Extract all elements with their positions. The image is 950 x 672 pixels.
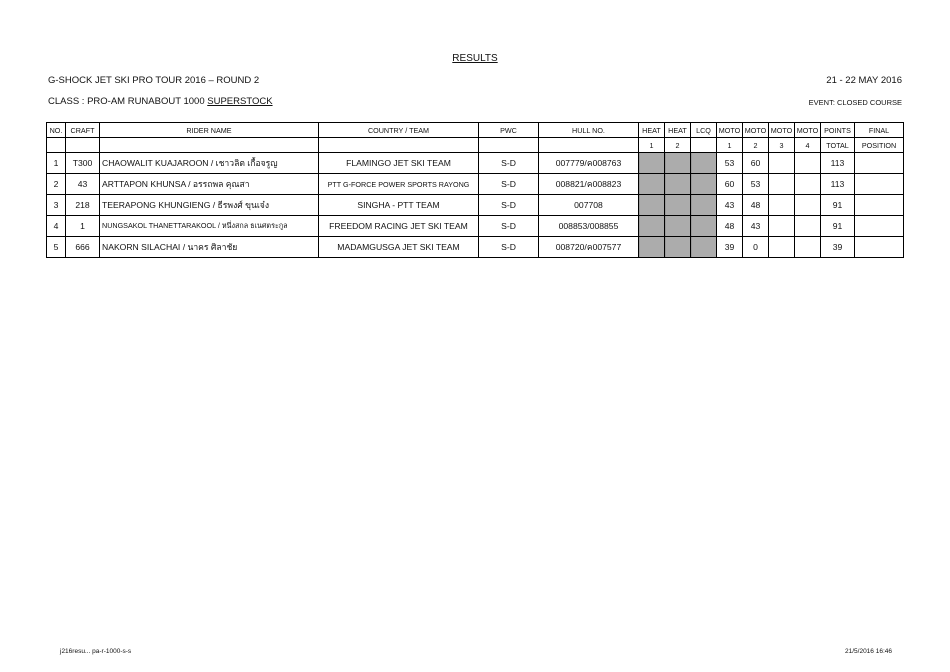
cell-moto2: 53 (743, 174, 769, 195)
cell-pwc: S-D (479, 174, 539, 195)
cell-heat1 (639, 216, 665, 237)
cell-team: MADAMGUSGA JET SKI TEAM (319, 237, 479, 258)
cell-heat1 (639, 174, 665, 195)
cell-total: 91 (821, 195, 855, 216)
cell-moto1: 39 (717, 237, 743, 258)
cell-craft: 1 (66, 216, 100, 237)
cell-team: PTT G-FORCE POWER SPORTS RAYONG (319, 174, 479, 195)
cell-hull: 007708 (539, 195, 639, 216)
col-moto4-sub: 4 (795, 138, 821, 153)
cell-moto4 (795, 153, 821, 174)
cell-total: 39 (821, 237, 855, 258)
cell-rider: NUNGSAKOL THANETTARAKOOL / หนึ่งสกล ธเนศตระกูล (100, 216, 319, 237)
cell-final (855, 153, 904, 174)
cell-no: 3 (47, 195, 66, 216)
col-moto1-sub: 1 (717, 138, 743, 153)
cell-pwc: S-D (479, 195, 539, 216)
cell-heat2 (665, 195, 691, 216)
cell-craft: 666 (66, 237, 100, 258)
cell-moto1: 48 (717, 216, 743, 237)
cell-total: 113 (821, 174, 855, 195)
cell-rider: TEERAPONG KHUNGIENG / ธีรพงศ์ ขุนเจ๋ง (100, 195, 319, 216)
cell-rider: ARTTAPON KHUNSA / อรรถพล คุณสา (100, 174, 319, 195)
col-heat2-sub: 2 (665, 138, 691, 153)
cell-craft: T300 (66, 153, 100, 174)
cell-craft: 43 (66, 174, 100, 195)
results-table (46, 122, 904, 258)
table-row (47, 174, 904, 195)
class-label (48, 96, 273, 107)
col-moto4: MOTO (795, 123, 821, 138)
cell-final (855, 174, 904, 195)
table-row (47, 237, 904, 258)
cell-final (855, 216, 904, 237)
cell-moto3 (769, 216, 795, 237)
col-moto3: MOTO (769, 123, 795, 138)
cell-lcq (691, 195, 717, 216)
cell-team: FLAMINGO JET SKI TEAM (319, 153, 479, 174)
cell-pwc: S-D (479, 153, 539, 174)
event-name: G-SHOCK JET SKI PRO TOUR 2016 – ROUND 2 (48, 75, 260, 86)
col-no: NO. (47, 123, 66, 138)
class-prefix: CLASS : PRO-AM RUNABOUT 1000 (48, 96, 208, 107)
cell-hull: 008821/ค008823 (539, 174, 639, 195)
cell-heat2 (665, 216, 691, 237)
cell-lcq (691, 237, 717, 258)
table-row (47, 216, 904, 237)
cell-hull: 007779/ค008763 (539, 153, 639, 174)
cell-moto3 (769, 237, 795, 258)
cell-pwc: S-D (479, 237, 539, 258)
event-type: EVENT: CLOSED COURSE (808, 98, 902, 107)
col-team: COUNTRY / TEAM (319, 123, 479, 138)
cell-craft: 218 (66, 195, 100, 216)
cell-hull: 008853/008855 (539, 216, 639, 237)
cell-heat1 (639, 237, 665, 258)
cell-no: 5 (47, 237, 66, 258)
col-rider: RIDER NAME (100, 123, 319, 138)
cell-moto2: 0 (743, 237, 769, 258)
cell-rider: CHAOWALIT KUAJAROON / เชาวลิต เกื้อจรูญ (100, 153, 319, 174)
cell-moto3 (769, 195, 795, 216)
cell-moto4 (795, 216, 821, 237)
cell-moto2: 60 (743, 153, 769, 174)
cell-rider: NAKORN SILACHAI / นาคร ศิลาชัย (100, 237, 319, 258)
cell-heat2 (665, 237, 691, 258)
cell-moto2: 48 (743, 195, 769, 216)
cell-moto3 (769, 153, 795, 174)
col-moto3-sub: 3 (769, 138, 795, 153)
cell-moto1: 53 (717, 153, 743, 174)
col-points-sub: TOTAL (821, 138, 855, 153)
cell-heat2 (665, 153, 691, 174)
col-moto2-sub: 2 (743, 138, 769, 153)
col-pwc: PWC (479, 123, 539, 138)
col-heat2: HEAT (665, 123, 691, 138)
cell-lcq (691, 153, 717, 174)
cell-no: 4 (47, 216, 66, 237)
cell-moto4 (795, 237, 821, 258)
table-row (47, 195, 904, 216)
col-moto1: MOTO (717, 123, 743, 138)
col-final-sub: POSITION (855, 138, 904, 153)
cell-hull: 008720/ค007577 (539, 237, 639, 258)
cell-moto2: 43 (743, 216, 769, 237)
cell-total: 91 (821, 216, 855, 237)
cell-moto4 (795, 195, 821, 216)
page-title: RESULTS (452, 53, 498, 64)
col-heat1: HEAT (639, 123, 665, 138)
cell-pwc: S-D (479, 216, 539, 237)
col-lcq: LCQ (691, 123, 717, 138)
col-craft: CRAFT (66, 123, 100, 138)
cell-no: 2 (47, 174, 66, 195)
cell-no: 1 (47, 153, 66, 174)
cell-heat1 (639, 195, 665, 216)
col-moto2: MOTO (743, 123, 769, 138)
col-hull: HULL NO. (539, 123, 639, 138)
table-row (47, 153, 904, 174)
footer-timestamp: 21/5/2016 16:46 (845, 648, 892, 655)
event-date: 21 - 22 MAY 2016 (826, 75, 902, 86)
cell-final (855, 237, 904, 258)
cell-lcq (691, 174, 717, 195)
footer-filename: j216resu... pa-r-1000-s-s (60, 648, 132, 655)
cell-lcq (691, 216, 717, 237)
cell-total: 113 (821, 153, 855, 174)
cell-moto3 (769, 174, 795, 195)
col-heat1-sub: 1 (639, 138, 665, 153)
col-final: FINAL (855, 123, 904, 138)
col-points: POINTS (821, 123, 855, 138)
header-row (47, 123, 904, 138)
cell-moto4 (795, 174, 821, 195)
cell-moto1: 43 (717, 195, 743, 216)
cell-team: SINGHA - PTT TEAM (319, 195, 479, 216)
cell-team: FREEDOM RACING JET SKI TEAM (319, 216, 479, 237)
subheader-row (47, 138, 904, 153)
cell-moto1: 60 (717, 174, 743, 195)
class-suffix: SUPERSTOCK (207, 96, 273, 107)
cell-heat2 (665, 174, 691, 195)
cell-final (855, 195, 904, 216)
cell-heat1 (639, 153, 665, 174)
